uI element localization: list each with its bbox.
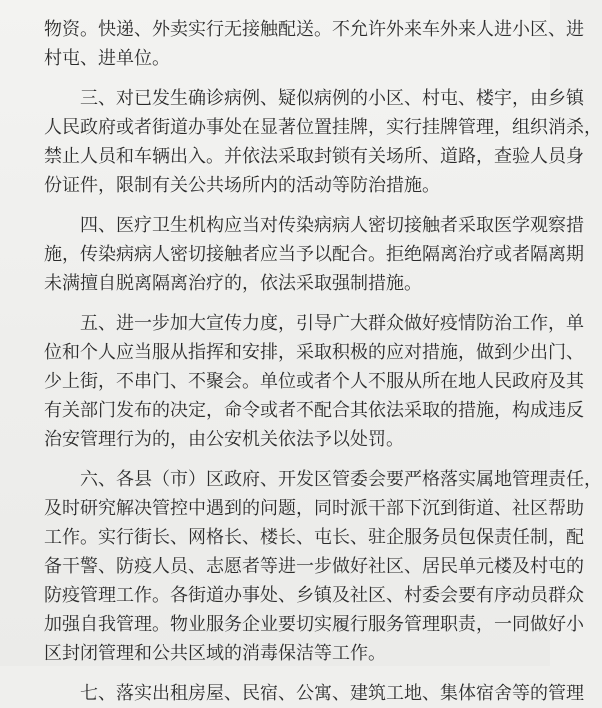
text-line: 工作。实行街长、网格长、楼长、屯长、驻企服务员包保责任制，配 <box>44 527 584 548</box>
text-line: 有关部门发布的决定，命令或者不配合其依法采取的措施，构成违反 <box>44 400 584 421</box>
text-line: 防疫管理工作。各街道办事处、乡镇及社区、村委会要有序动员群众 <box>44 585 584 606</box>
paragraph-continuation <box>44 15 584 73</box>
paragraph-item-6 <box>44 465 602 668</box>
text-line: 加强自我管理。物业服务企业要切实履行服务管理职责，一同做好小 <box>44 614 584 635</box>
paragraph-item-5 <box>44 309 584 454</box>
text-line: 七、落实出租房屋、民宿、公寓、建筑工地、集体宿舍等的管理 <box>80 683 584 704</box>
text-line: 区封闭管理和公共区域的消毒保洁等工作。 <box>44 643 386 664</box>
text-line: 位和个人应当服从指挥和安排，采取积极的应对措施，做到少出门、 <box>44 342 584 363</box>
text-line: 村屯、进单位。 <box>44 48 170 69</box>
text-line: 治安管理行为的，由公安机关依法予以处罚。 <box>44 429 404 450</box>
text-line: 四、医疗卫生机构应当对传染病病人密切接触者采取医学观察措 <box>80 215 584 236</box>
text-line: 三、对已发生确诊病例、疑似病例的小区、村屯、楼宇，由乡镇 <box>80 88 584 109</box>
text-line: 人民政府或者街道办事处在显著位置挂牌，实行挂牌管理，组织消杀， <box>44 117 602 138</box>
paragraph-item-7 <box>44 679 584 708</box>
text-line: 六、各县（市）区政府、开发区管委会要严格落实属地管理责任， <box>80 469 602 490</box>
paragraph-item-3 <box>44 84 602 200</box>
text-line: 少上街，不串门、不聚会。单位或者个人不服从所在地人民政府及其 <box>44 371 584 392</box>
text-line: 禁止人员和车辆出入。并依法采取封锁有关场所、道路，查验人员身 <box>44 146 584 167</box>
text-line: 及时研究解决管控中遇到的问题，同时派干部下沉到街道、社区帮助 <box>44 498 584 519</box>
text-line: 未满擅自脱离隔离治疗的，依法采取强制措施。 <box>44 273 422 294</box>
paragraph-item-4 <box>44 211 584 298</box>
text-line: 备干警、防疫人员、志愿者等进一步做好社区、居民单元楼及村屯的 <box>44 556 584 577</box>
text-line: 份证件，限制有关公共场所内的活动等防治措施。 <box>44 175 440 196</box>
text-line: 物资。快递、外卖实行无接触配送。不允许外来车外来人进小区、进 <box>44 19 584 40</box>
text-line: 五、进一步加大宣传力度，引导广大群众做好疫情防治工作，单 <box>80 313 584 334</box>
text-line: 施，传染病病人密切接触者应当予以配合。拒绝隔离治疗或者隔离期 <box>44 244 584 265</box>
